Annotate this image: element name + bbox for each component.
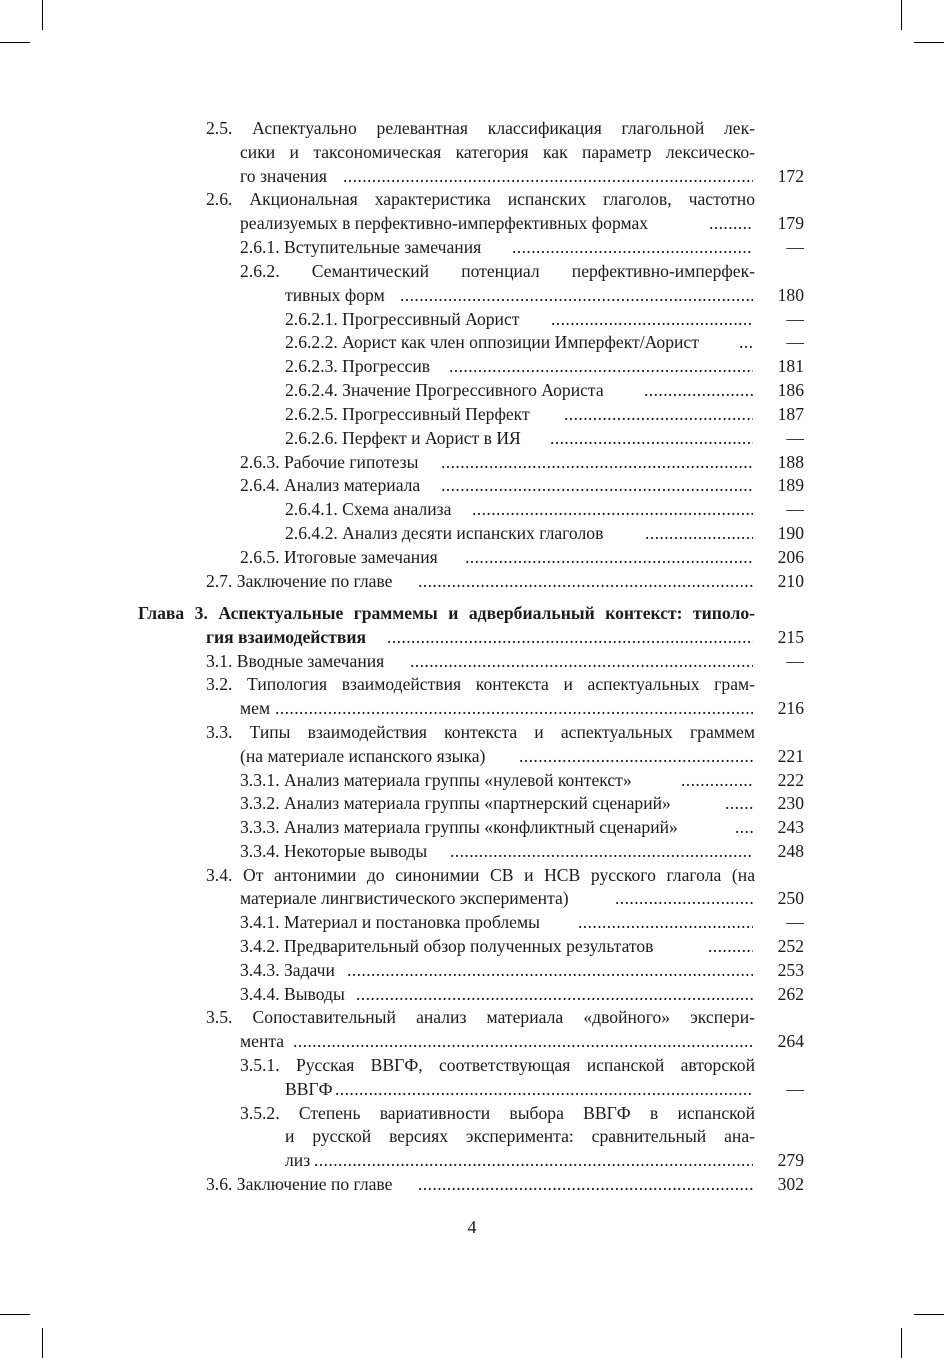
crop-mark [0, 42, 30, 43]
toc-entry-text: 3.4.2. Предварительный обзор полученных результатов [240, 936, 654, 956]
toc-entry-text: материале лингвистического эксперимента) [240, 888, 569, 908]
toc-entry-text: 3.5.1. Русская ВВГФ, соответствующая испанской авторской [240, 1055, 755, 1075]
toc-entry-text: 3.4.1. Материал и постановка проблемы [240, 912, 540, 932]
page-number: — [786, 912, 804, 932]
toc-entry-text: 3.4.4. Выводы [240, 984, 345, 1004]
page-number: — [786, 428, 804, 448]
dot-leader [418, 1173, 753, 1197]
toc-entry-text: 3.3.4. Некоторые выводы [240, 841, 428, 861]
page-number: 188 [777, 452, 804, 472]
dot-leader [465, 546, 753, 570]
toc-entry-text: мем [240, 698, 271, 718]
toc-entry-text: и русской версиях эксперимента: сравнительный ана- [285, 1126, 755, 1146]
toc-entry-text: гия взаимодействия [206, 627, 367, 647]
dot-leader [441, 451, 753, 475]
page-number: 252 [777, 936, 804, 956]
page-number: 230 [777, 793, 804, 813]
dot-leader [681, 769, 753, 793]
dot-leader [472, 498, 753, 522]
crop-mark [901, 0, 902, 30]
dot-leader [550, 427, 753, 451]
toc-entry-text: 2.6.2.1. Прогрессивный Аорист [285, 309, 520, 329]
page-number: 187 [777, 404, 804, 424]
page-number: — [786, 332, 804, 352]
toc-entry-text: 2.6. Акциональная характеристика испанских глаголов, частотно [206, 189, 755, 209]
crop-mark [914, 1314, 944, 1315]
toc-entry-text: 2.6.5. Итоговые замечания [240, 547, 438, 567]
dot-leader [418, 570, 753, 594]
toc-entry-text: 2.6.2.6. Перфект и Аорист в ИЯ [285, 428, 521, 448]
page-number: 180 [777, 285, 804, 305]
toc-entry-text: 3.1. Вводные замечания [206, 651, 385, 671]
page-number: 221 [777, 746, 804, 766]
page-number: 222 [777, 770, 804, 790]
dot-leader [644, 379, 753, 403]
dot-leader [314, 1149, 753, 1173]
dot-leader [645, 522, 753, 546]
toc-entry-text: 2.5. Аспектуально релевантная классификация глагольной лек- [206, 118, 755, 138]
toc-entry-text: 3.5.2. Степень вариативности выбора ВВГФ в испанской [240, 1103, 755, 1123]
toc-entry-text: 2.6.4. Анализ материала [240, 475, 421, 495]
dot-leader [615, 887, 753, 911]
toc-entry-text: го значения [240, 166, 328, 186]
page-number: 279 [777, 1150, 804, 1170]
page-number: 210 [777, 571, 804, 591]
toc-entry-text: 2.6.2.5. Прогрессивный Перфект [285, 404, 530, 424]
toc-entry-text: 2.6.3. Рабочие гипотезы [240, 452, 419, 472]
toc-entry-text: лиз [285, 1150, 311, 1170]
dot-leader [335, 1078, 753, 1102]
toc-entry-text: 3.5. Сопоставительный анализ материала «двойного» экспери- [206, 1007, 755, 1027]
page-number: 189 [777, 475, 804, 495]
toc-entry-text: сики и таксономическая категория как параметр лексическо- [240, 142, 755, 162]
toc-entry-text: 3.4.3. Задачи [240, 960, 335, 980]
toc-entry-text: Глава 3. Аспектуальные граммемы и адвербиальный контекст: типоло- [138, 603, 755, 623]
page-number: — [786, 237, 804, 257]
crop-mark [0, 1314, 30, 1315]
page-number: 190 [777, 523, 804, 543]
toc-entry-text: 3.3.2. Анализ материала группы «партнерский сценарий» [240, 793, 671, 813]
dot-leader [400, 284, 753, 308]
dot-leader [551, 308, 753, 332]
page-number: 172 [777, 166, 804, 186]
page-folio: 4 [467, 1217, 477, 1237]
dot-leader [293, 1030, 753, 1054]
toc-entry-text: 3.6. Заключение по главе [206, 1174, 393, 1194]
toc-entry-text: 2.6.4.1. Схема анализа [285, 499, 452, 519]
toc-entry-text: 2.7. Заключение по главе [206, 571, 393, 591]
page-number: 186 [777, 380, 804, 400]
page-number: 216 [777, 698, 804, 718]
crop-mark [901, 1328, 902, 1358]
crop-mark [42, 1328, 43, 1358]
toc-entry-text: 3.3.3. Анализ материала группы «конфликтный сценарий» [240, 817, 678, 837]
dot-leader [275, 697, 753, 721]
toc-entry-text: 2.6.2.3. Прогрессив [285, 356, 431, 376]
toc-entry-text: 3.2. Типология взаимодействия контекста и аспектуальных грам- [206, 674, 755, 694]
toc-entry-text: 2.6.4.2. Анализ десяти испанских глаголов [285, 523, 604, 543]
page-number: 302 [777, 1174, 804, 1194]
page-number: 253 [777, 960, 804, 980]
toc-entry-text: 2.6.2.2. Аорист как член оппозиции Имперфект/Аорист [285, 332, 699, 352]
dot-leader [564, 403, 753, 427]
page-number: 262 [777, 984, 804, 1004]
page-number: 264 [777, 1031, 804, 1051]
dot-leader [578, 911, 753, 935]
page-number: — [786, 1079, 804, 1099]
page-number: 206 [777, 547, 804, 567]
dot-leader [387, 626, 753, 650]
page-number: 250 [777, 888, 804, 908]
page-number: 181 [777, 356, 804, 376]
toc-entry-text: тивных форм [285, 285, 385, 305]
toc-entry-text: (на материале испанского языка) [240, 746, 486, 766]
page-number: 243 [777, 817, 804, 837]
dot-leader [347, 959, 753, 983]
dot-leader [343, 165, 753, 189]
page-number: — [786, 499, 804, 519]
page-number: — [786, 651, 804, 671]
toc-entry-text: 2.6.2.4. Значение Прогрессивного Аориста [285, 380, 604, 400]
page-number: 215 [777, 627, 804, 647]
dot-leader [512, 236, 753, 260]
dot-leader [449, 355, 753, 379]
dot-leader [450, 840, 753, 864]
crop-mark [42, 0, 43, 30]
page-number: 248 [777, 841, 804, 861]
toc-entry-text: мента [240, 1031, 285, 1051]
toc-entry-text: 3.3.1. Анализ материала группы «нулевой контекст» [240, 770, 632, 790]
dot-leader [410, 650, 753, 674]
toc-entry-text: 2.6.2. Семантический потенциал перфективно-имперфек- [240, 261, 755, 281]
toc-entry-text: 3.3. Типы взаимодействия контекста и аспектуальных граммем [206, 722, 755, 742]
toc-entry-text: реализуемых в перфективно-имперфективных формах [240, 213, 649, 233]
page-number: — [786, 309, 804, 329]
crop-mark [914, 42, 944, 43]
toc-entry-text: 3.4. От антонимии до синонимии СВ и НСВ русского глагола (на [206, 865, 755, 885]
page-number: 179 [777, 213, 804, 233]
toc-entry-text: 2.6.1. Вступительные замечания [240, 237, 482, 257]
toc-entry-text: ВВГФ [285, 1079, 333, 1099]
dot-leader [441, 474, 753, 498]
dot-leader [356, 983, 753, 1007]
dot-leader [519, 745, 753, 769]
